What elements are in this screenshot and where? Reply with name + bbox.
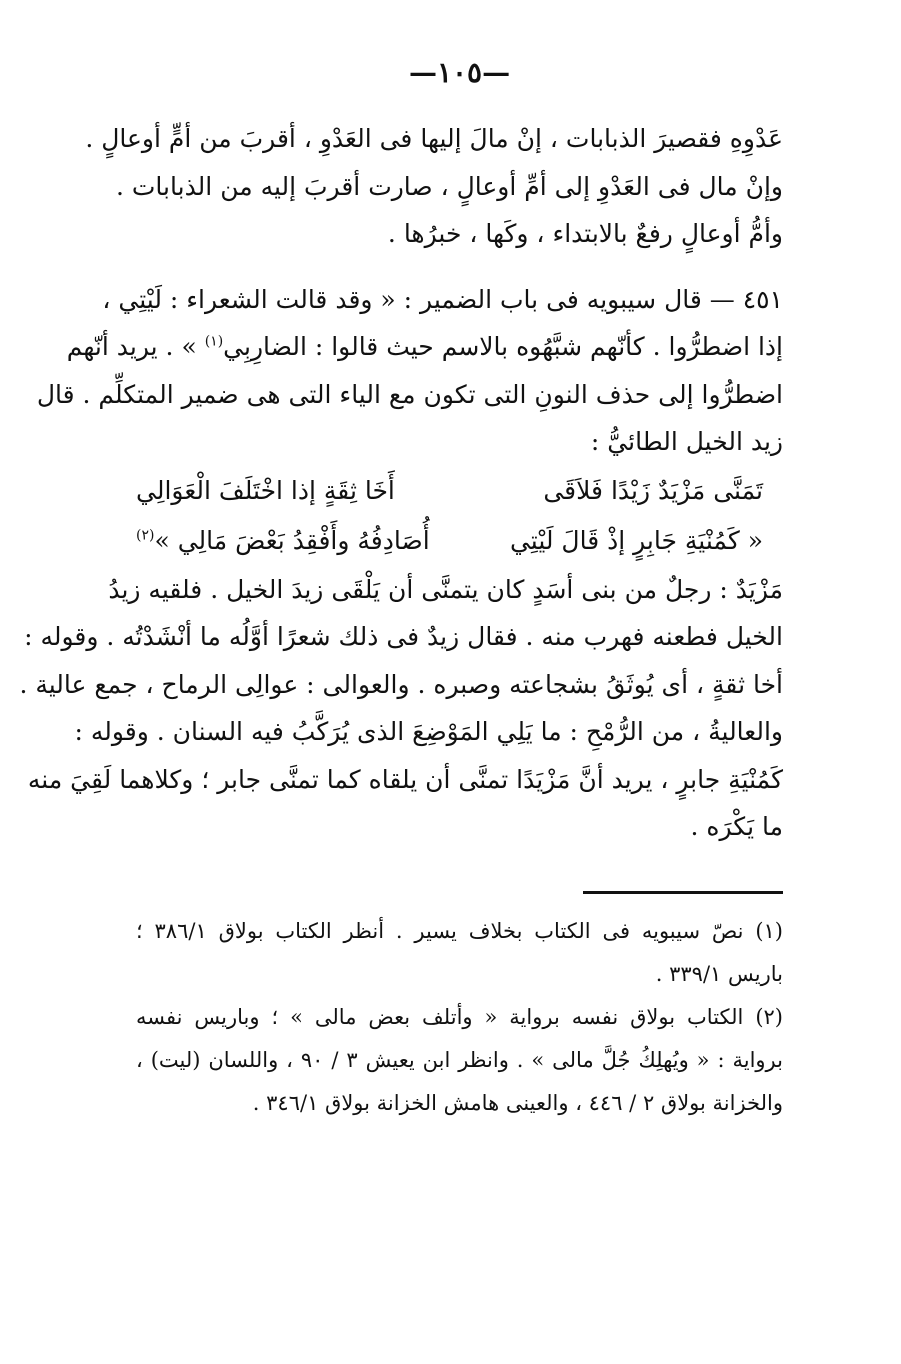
- text-line: اضطرُّوا إلى حذف النونِ التى تكون مع الياء التى هى ضمير المتكلِّم . قال: [36, 379, 783, 409]
- commentary: [19, 566, 783, 851]
- poem: [136, 466, 783, 566]
- text-line: والعاليةُ ، من الرُّمْحِ : ما يَلِي المَوْضِعَ الذى يُرَكَّبُ فيه السنان . وقوله :: [74, 717, 783, 746]
- text-line: وأمُّ أوعالٍ رفعٌ بالابتداء ، وكَها ، خبرُها .: [387, 219, 783, 248]
- text-line: أخا ثقةٍ ، أى يُوثَقُ بشجاعته وصبره . والعوالى : عوالِى الرماح ، جمع عالية .: [19, 669, 783, 699]
- first-hemistich: « كَمُنْيَةِ جَابِرٍ إذْ قَالَ لَيْتِي: [509, 525, 763, 555]
- footnote-line: (١) نصّ سيبويه فى الكتاب بخلاف يسير . أنظر الكتاب بولاق ٣٨٦/١ ؛: [136, 918, 783, 943]
- section-heading-line: ٤٥١ — قال سيبويه فى باب الضمير : « وقد قالت الشعراء : لَيْتِي ،: [102, 284, 783, 314]
- text-line: ما يَكْرَه .: [690, 812, 783, 841]
- footnotes: [136, 910, 783, 1125]
- footnote-divider: [583, 891, 783, 894]
- text-line: الخيل فطعنه فهرب منه . فقال زيدٌ فى ذلك شعرًا أوَّلُه ما أنْشَدْتُه . وقوله :: [24, 622, 783, 651]
- line-tail: » . يريد أنّهم: [66, 332, 197, 361]
- second-hemistich: [136, 516, 430, 566]
- line-text: إذا اضطرُّوا . كأنّهم شبَّهُوه بالاسم حيث قالوا : الضارِبِي: [223, 332, 783, 361]
- footnote-line: (٢) الكتاب بولاق نفسه برواية « وأتلف بعض مالى » ؛ وباريس نفسه: [136, 1004, 783, 1029]
- verse: [136, 466, 783, 516]
- text-line: كَمُنْيَةِ جابرٍ ، يريد أنَّ مَزْيَدًا تمنَّى أن يلقاه كما تمنَّى جابر ؛ وكلاهما لَقِيَ منه: [27, 764, 783, 794]
- footnote-line: باريس ٣٣٩/١ .: [655, 961, 783, 986]
- section-451: [36, 276, 783, 466]
- footnote-mark[interactable]: (٢): [136, 527, 155, 544]
- footnote-line: برواية : « ويُهلِكُ جُلَّ مالى » . وانظر ابن يعيش ٣ / ٩٠ ، واللسان (ليت) ،: [136, 1047, 783, 1072]
- text-line: مَزْيَدٌ : رجلٌ من بنى أسَدٍ كان يتمنَّى أن يَلْقَى زيدَ الخيل . فلقيه زيدُ: [108, 574, 783, 604]
- top-paragraph: [85, 115, 783, 258]
- verse: [136, 516, 783, 566]
- footnote-line: والخزانة بولاق ٢ / ٤٤٦ ، والعينى هامش الخزانة بولاق ٣٤٦/١ .: [252, 1090, 783, 1115]
- footnote-mark[interactable]: (١): [204, 333, 224, 350]
- text-line: زيد الخيل الطائيُّ :: [590, 427, 783, 456]
- page-number: —١٠٥—: [408, 56, 511, 89]
- second-hemistich: أَخَا ثِقَةٍ إذا اخْتَلَفَ الْعَوَالِي: [136, 475, 395, 505]
- text-line: [66, 323, 783, 371]
- text-line: عَدْوِهِ فقصيرَ الذبابات ، إنْ مالَ إليها فى العَدْوِ ، أقربَ من أمٍّ أوعالٍ .: [85, 124, 783, 153]
- first-hemistich: تَمَنَّى مَزْيَدٌ زَيْدًا فَلاَقَى: [543, 475, 763, 505]
- text-line: وإنْ مال فى العَدْوِ إلى أمِّ أوعالٍ ، صارت أقربَ إليه من الذبابات .: [115, 171, 783, 201]
- hemistich-text: أُصَادِفُهُ وأَفْقِدُ بَعْضَ مَالِي »: [154, 525, 430, 555]
